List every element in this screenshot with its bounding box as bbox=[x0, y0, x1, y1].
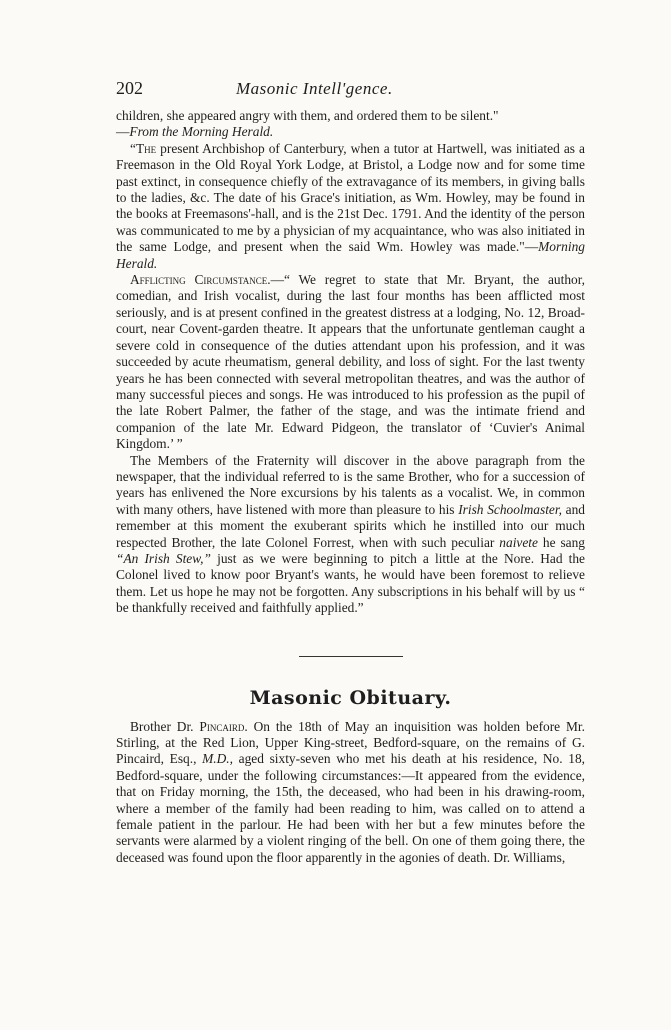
paragraph-text: children, she appeared angry with them, and ordered them to be silent." bbox=[116, 108, 499, 123]
italic-run: Irish Schoolmaster, bbox=[458, 501, 562, 517]
dash: — bbox=[116, 124, 130, 140]
paragraph-archbishop bbox=[116, 141, 585, 272]
italic-run: naivete bbox=[499, 534, 538, 550]
article-body bbox=[116, 108, 585, 866]
paragraph-text: —“ We regret to state that Mr. Bryant, the author, comedian, and Irish vocalist, during the last four months has been afflicted most seriously, and is at present confined in the greatest distress at a lodging, No. 12, Broad-court, near Covent-garden theatre. It appears that the unfortunate gentleman caught a severe cold in consequence of the duties attendant upon his profession, and it was succeeded by acute rheumatism, general debility, and loss of sight. For the last twenty years he has been connected with several metropolitan theatres, and was the author of many successful pieces and songs. He was introduced to his profession as the pupil of the late Robert Palmer, the father of the stage, and was the intimate friend and companion of the late Mr. Edward Pidgeon, the translator of ‘Cuvier's Animal Kingdom.’ ” bbox=[116, 272, 585, 452]
italic-run: M.D., bbox=[202, 751, 233, 767]
text-run: aged sixty-seven who met his death at his residence, No. 18, Bedford-square, under the following circumstances:—It appeared from the evidence, that on Friday morning, the 15th, the deceased, who had been in his drawing-room, where a member of the family had been reading to him, was called on to attend a female patient in the parlour. He had been with her but a few minutes before the servants were alarmed by a violent ringing of the bell. On one of them going there, the deceased was found upon the floor apparently in the agonies of death. Dr. Williams, bbox=[116, 751, 585, 865]
text-run: The Members of the Fraternity will discover in the above paragraph from the newspaper, that the individual referred to is the same Brother, who for a succession of years has enlivened the Nore excursions by his talents as a vocalist. We, in common with many others, have listened with more than pleasure to his bbox=[116, 452, 585, 517]
running-title: Masonic Intell'gence. bbox=[236, 79, 393, 98]
section-divider bbox=[299, 656, 403, 657]
paragraph-obituary bbox=[116, 719, 585, 867]
italic-run: “An Irish Stew,” bbox=[116, 550, 211, 566]
page-number: 202 bbox=[116, 78, 143, 98]
text-run: On the 18th of May an inquisition was holden before Mr. Stirling, at the Red Lion, Upper King-street, Bedford-square, on the remains of G. Pincaird, Esq., bbox=[116, 718, 585, 767]
text-run: Brother Dr. bbox=[130, 718, 200, 734]
paragraph-continuation bbox=[116, 108, 585, 141]
paragraph-afflicting bbox=[116, 272, 585, 452]
text-run: he sang bbox=[537, 534, 585, 550]
text-run: and remember at this moment the exuberant spirits which he instilled into our much respected Brother, the late Colonel Forrest, when with such peculiar bbox=[116, 501, 585, 550]
paragraph-lead: “The bbox=[130, 140, 157, 156]
running-header bbox=[116, 78, 585, 108]
source-citation: Morning Herald. bbox=[116, 239, 585, 271]
paragraph-members bbox=[116, 453, 585, 617]
text-run: just as we were beginning to pitch a little at the Nore. Had the Colonel lived to know poor Bryant's wants, he would have been foremost to relieve them. Let us hope he may not be forgotten. Any subscriptions in his behalf will by us “ be thankfully received and faithfully applied.” bbox=[116, 550, 586, 616]
section-heading: Masonic Obituary. bbox=[249, 686, 452, 709]
dash: — bbox=[524, 239, 539, 255]
paragraph-lead: Afflicting Circumstance. bbox=[130, 272, 271, 288]
paragraph-text: present Archbishop of Canterbury, when a tutor at Hartwell, was initiated as a Freemason in the Old Royal York Lodge, at Bristol, a Lodge now and for some time past extinct, in consequence chiefly of the extravagance of its members, in giving balls to the ladies, &c. The date of his Grace's initiation, as Wm. Howley, may be found in the books at Freemasons'-hall, and is the 21st Dec. 1791. And the identity of the person was communicated to me by a physician of my acquaintance, who was also initiated in the same Lodge, and present when the said Wm. Howley was made." bbox=[116, 140, 585, 255]
person-name: Pincaird. bbox=[199, 718, 248, 734]
source-citation: From the Morning Herald. bbox=[129, 124, 274, 140]
